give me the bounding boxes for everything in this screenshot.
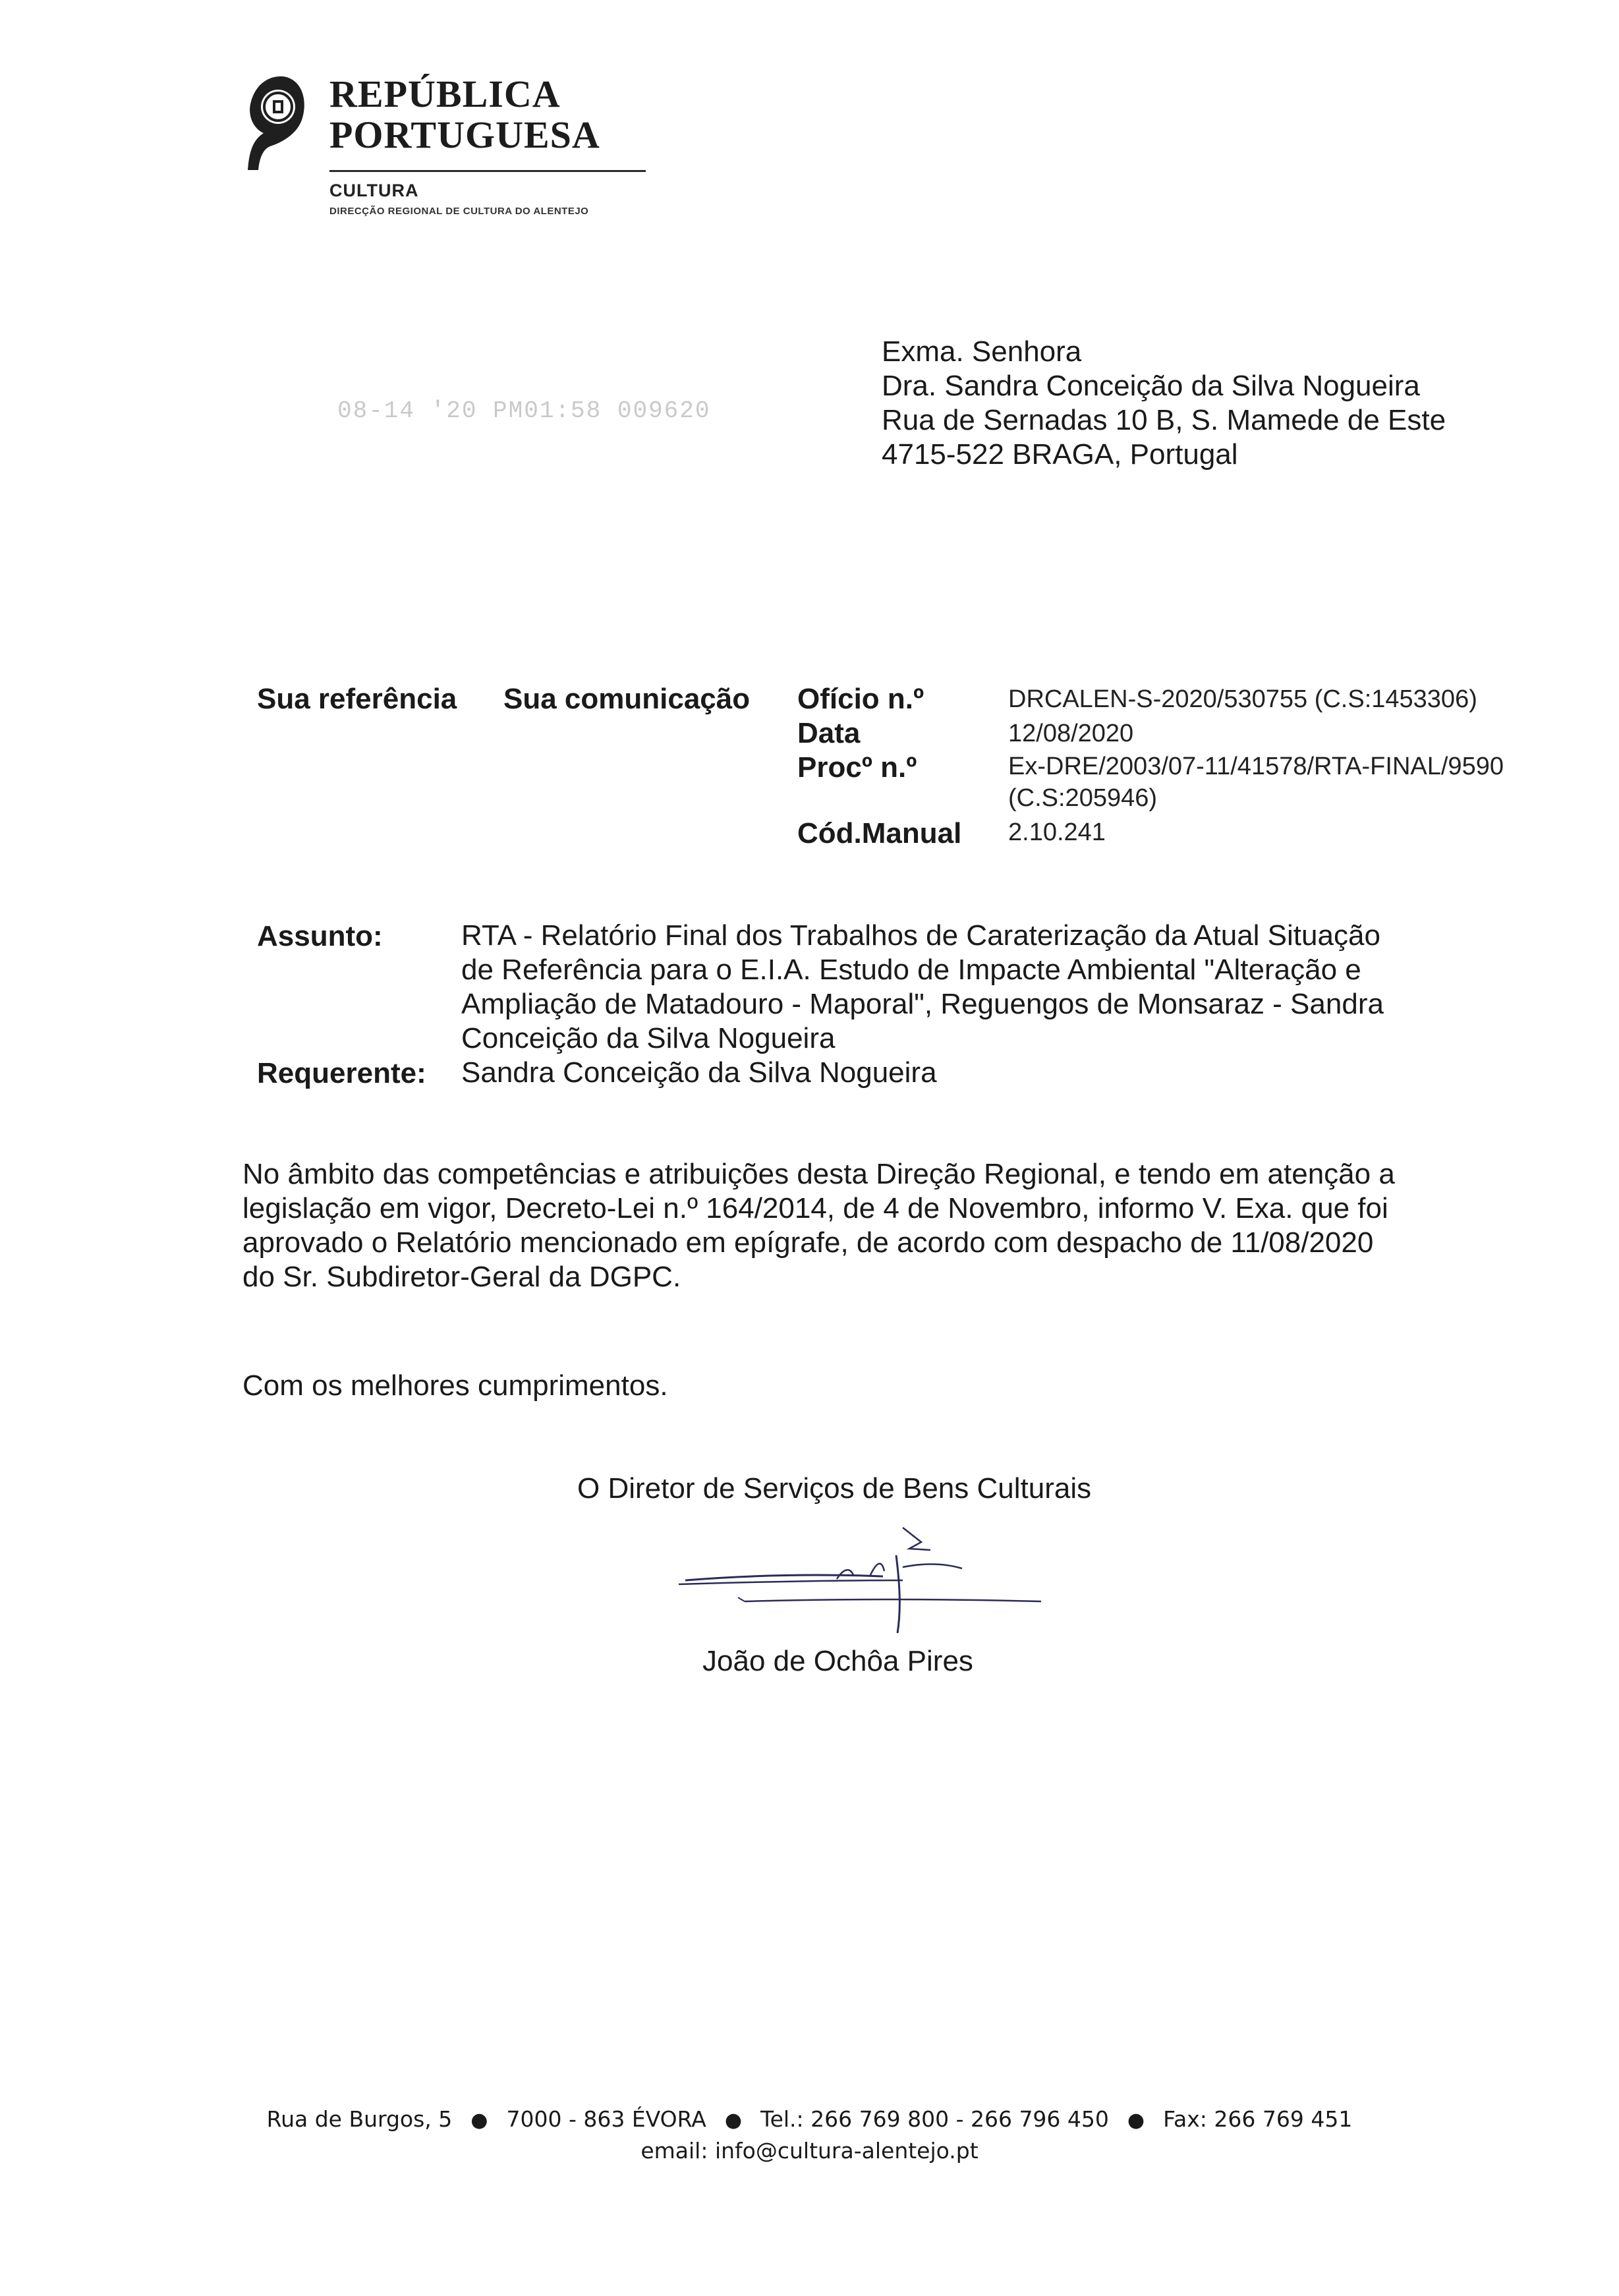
your-communication-label: Sua comunicação — [503, 683, 751, 715]
signer-title: O Diretor de Serviços de Bens Culturais — [577, 1472, 1092, 1505]
your-reference-label: Sua referência — [257, 683, 457, 715]
date-value: 12/08/2020 — [1008, 720, 1134, 747]
footer-email: email: info@cultura-alentejo.pt — [640, 2138, 979, 2164]
footer-fax: Fax: 266 769 451 — [1163, 2106, 1353, 2132]
body-line: aprovado o Relatório mencionado em epígrafe, de acordo com despacho de 11/08/2020 — [242, 1226, 1374, 1259]
subject-line: de Referência para o E.I.A. Estudo de Impacte Ambiental "Alteração e — [461, 954, 1361, 986]
requester-label: Requerente: — [257, 1057, 426, 1089]
sub-department-name: DIRECÇÃO REGIONAL DE CULTURA DO ALENTEJO — [329, 206, 589, 217]
recipient-salutation: Exma. Senhora — [882, 335, 1082, 368]
recipient-address — [882, 335, 1446, 472]
handwritten-signature — [672, 1516, 1054, 1641]
signer-name: João de Ochôa Pires — [702, 1645, 973, 1677]
office-number-value: DRCALEN-S-2020/530755 (C.S:1453306) — [1008, 685, 1477, 713]
body-line: legislação em vigor, Decreto-Lei n.º 164/2014, de 4 de Novembro, informo V. Exa. que foi — [242, 1192, 1388, 1224]
footer-postal: 7000 - 863 ÉVORA — [506, 2106, 706, 2132]
body-line: No âmbito das competências e atribuições desta Direção Regional, e tendo em atenção a — [242, 1158, 1395, 1190]
recipient-street: Rua de Sernadas 10 B, S. Mamede de Este — [882, 404, 1446, 436]
closing-line: Com os melhores cumprimentos. — [242, 1369, 668, 1402]
bullet-icon: ● — [1127, 2109, 1145, 2132]
republic-title-line1: REPÚBLICA — [329, 72, 561, 115]
republic-title-line2: PORTUGUESA — [329, 113, 600, 156]
header-divider — [329, 170, 646, 172]
bullet-icon: ● — [470, 2109, 488, 2132]
bullet-icon: ● — [724, 2109, 743, 2132]
manual-code-label: Cód.Manual — [797, 817, 962, 849]
footer-tel: Tel.: 266 769 800 - 266 796 450 — [760, 2106, 1109, 2132]
subject-label: Assunto: — [257, 920, 383, 952]
office-number-label: Ofício n.º — [797, 683, 924, 715]
process-number-label: Procº n.º — [797, 751, 917, 784]
date-label: Data — [797, 717, 861, 749]
received-stamp: 08-14 '20 PM01:58 009620 — [337, 397, 711, 424]
recipient-name: Dra. Sandra Conceição da Silva Nogueira — [882, 370, 1420, 402]
subject-text — [461, 919, 1489, 1056]
republic-title — [329, 74, 600, 156]
subject-line: Conceição da Silva Nogueira — [461, 1022, 836, 1054]
portuguese-republic-emblem-icon — [244, 74, 310, 173]
body-line: do Sr. Subdiretor-Geral da DGPC. — [242, 1261, 681, 1293]
subject-line: Ampliação de Matadouro - Maporal", Reguengos de Monsaraz - Sandra — [461, 988, 1384, 1020]
manual-code-value: 2.10.241 — [1008, 818, 1106, 846]
footer-street: Rua de Burgos, 5 — [266, 2106, 453, 2132]
requester-name: Sandra Conceição da Silva Nogueira — [461, 1056, 937, 1089]
process-number-value: Ex-DRE/2003/07-11/41578/RTA-FINAL/9590 — [1008, 753, 1504, 780]
recipient-city: 4715-522 BRAGA, Portugal — [882, 438, 1238, 471]
process-cs-value: (C.S:205946) — [1008, 784, 1158, 812]
subject-line: RTA - Relatório Final dos Trabalhos de Caraterização da Atual Situação — [461, 919, 1380, 952]
letter-body — [242, 1157, 1395, 1294]
footer-address — [0, 2106, 1619, 2132]
department-name: CULTURA — [329, 181, 419, 200]
